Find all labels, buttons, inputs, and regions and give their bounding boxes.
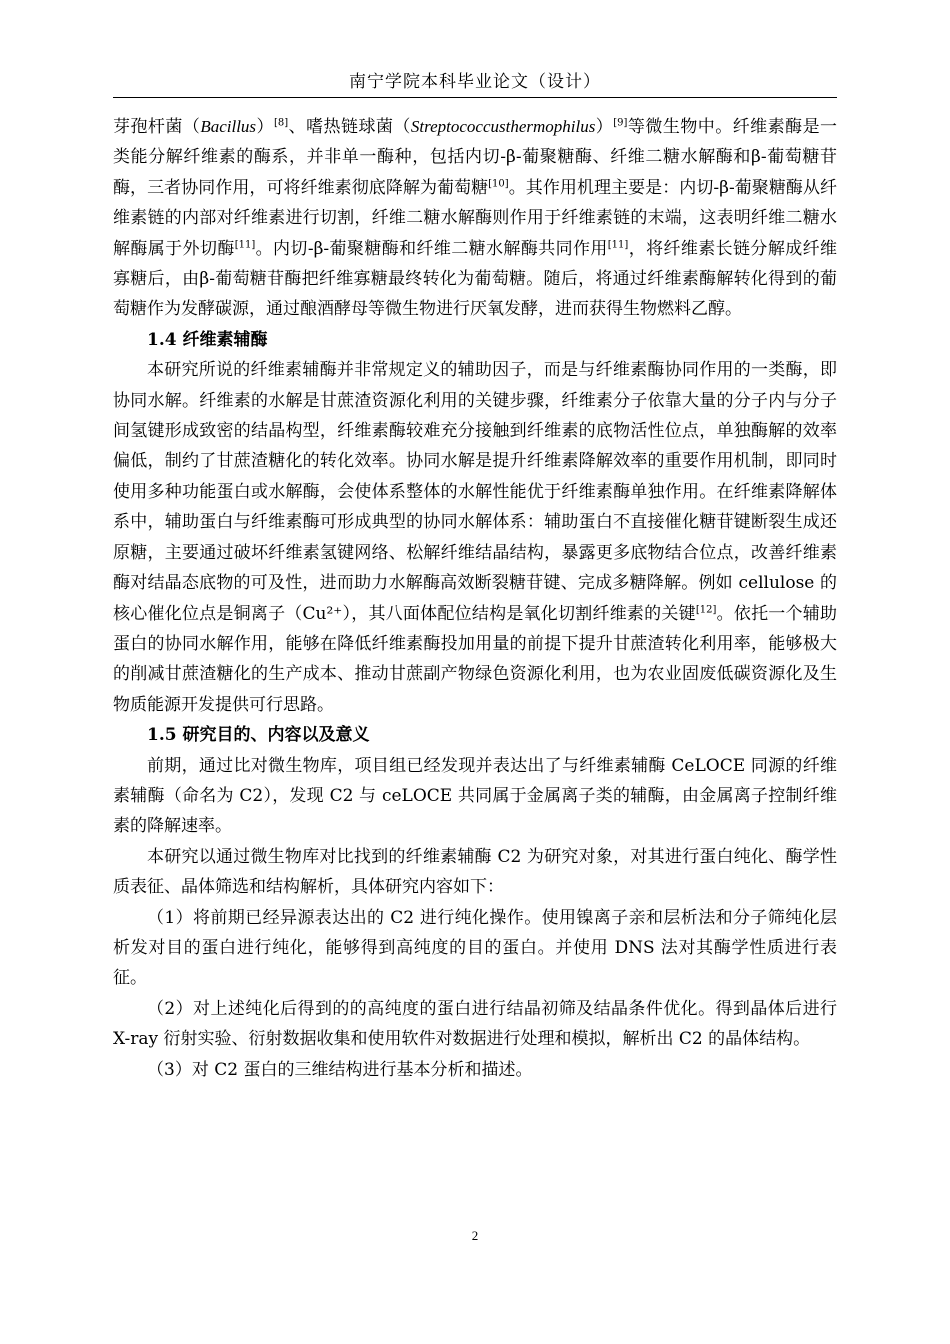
citation-ref: [12] <box>695 603 717 615</box>
text-run: 本研究所说的纤维素辅酶并非常规定义的辅助因子，而是与纤维素酶协同作用的一类酶，即协同水解。纤维素的水解是甘蔗渣资源化利用的关键步骤，纤维素分子依靠大量的分子内与分子间氢键形成致密的结晶构型，纤维素酶较难充分接触到纤维素的底物活性位点，单独酶解的效率偏低，制约了甘蔗渣糖化的转化效率。协同水解是提升纤维素降解效率的重要作用机制，即同时使用多种功能蛋白或水解酶，会使体系整体的水解性能优于纤维素酶单独作用。在纤维素降解体系中，辅助蛋白与纤维素酶可形成典型的协同水解体系：辅助蛋白不直接催化糖苷键断裂生成还原糖，主要通过破坏纤维素氢键网络、松解纤维结晶结构，暴露更多底物结合位点，改善纤维素酶对结晶态底物的可及性，进而助力水解酶高效断裂糖苷键、完成多糖降解。例如 cellulose 的核心催化位点是铜离子（Cu²⁺），其八面体配位结构是氧化切割纤维素的关键 <box>113 360 837 624</box>
section-heading-1-5: 1.5 研究目的、内容以及意义 <box>147 725 370 746</box>
text-run: 、嗜热链球菌（ <box>288 117 411 137</box>
text-run: ） <box>256 117 274 137</box>
page-body <box>113 112 837 1085</box>
section-heading-1-4: 1.4 纤维素辅酶 <box>147 329 268 350</box>
list-item-3: （3）对 C2 蛋白的三维结构进行基本分析和描述。 <box>147 1059 533 1080</box>
list-item-2: （2）对上述纯化后得到的的高纯度的蛋白进行结晶初筛及结晶条件优化。得到晶体后进行 X-ray 衍射实验、衍射数据收集和使用软件对数据进行处理和模拟，解析出 C2 的晶体结构。 <box>113 998 837 1050</box>
page-number: 2 <box>471 1228 479 1243</box>
text-run: 。内切-β-葡聚糖酶和纤维二糖水解酶共同作用 <box>255 238 608 259</box>
paragraph-enzyme-mechanism <box>113 112 837 325</box>
citation-ref: [9] <box>613 117 628 129</box>
text-run: ，将纤维素长链分解成纤维寡糖后，由β-葡萄糖苷酶把纤维寡糖最终转化为葡萄糖。随后，将通过纤维素酶解转化得到的葡萄糖作为发酵碳源，通过酿酒酵母等微生物进行厌氧发酵，进而获得生物燃料乙醇。 <box>113 238 837 320</box>
text-run: 等微生物中。纤维素酶是一类能分解纤维素的酶系，并非单一酶种，包括内切-β-葡聚糖酶、纤维二糖水解酶和β-葡萄糖苷酶，三者协同作用，可将纤维素彻底降解为葡萄糖 <box>113 117 838 198</box>
text-run: 芽孢杆菌（ <box>113 117 201 137</box>
text-run: ） <box>595 117 614 137</box>
page-header: 南宁学院本科毕业论文（设计） <box>349 72 601 92</box>
citation-ref: [8] <box>273 117 289 129</box>
header-rule <box>113 97 837 98</box>
paragraph-cellulose-coenzyme <box>113 355 837 720</box>
citation-ref: [11] <box>607 238 629 250</box>
text-run: 。依托一个辅助蛋白的协同水解作用，能够在降低纤维素酶投加用量的前提下提升甘蔗渣转化利用率，能够极大的削减甘蔗渣糖化的生产成本、推动甘蔗副产物绿色资源化利用，也为农业固废低碳资源化及生物质能源开发提供可行思路。 <box>113 603 838 715</box>
list-item-1: （1）将前期已经异源表达出的 C2 进行纯化操作。使用镍离子亲和层析法和分子筛纯化层析发对目的蛋白进行纯化，能够得到高纯度的目的蛋白。并使用 DNS 法对其酶学性质进行表征。 <box>113 907 837 989</box>
text-run: 。其作用机理主要是：内切-β-葡聚糖酶从纤维素链的内部对纤维素进行切割，纤维二糖水解酶则作用于纤维素链的末端，这表明纤维二糖水解酶属于外切酶 <box>113 177 837 259</box>
citation-ref: [11] <box>234 238 256 250</box>
latin-name-streptococcus: Streptococcusthermophilus <box>410 117 596 136</box>
paragraph-prior-work: 前期，通过比对微生物库，项目组已经发现并表达出了与纤维素辅酶 CeLOCE 同源的纤维素辅酶（命名为 C2），发现 C2 与 ceLOCE 共同属于金属离子类的辅酶，由金属离子控制纤维素的降解速率。 <box>113 755 837 837</box>
paragraph-research-object: 本研究以通过微生物库对比找到的纤维素辅酶 C2 为研究对象，对其进行蛋白纯化、酶学性质表征、晶体筛选和结构解析，具体研究内容如下： <box>113 846 837 898</box>
latin-name-bacillus: Bacillus <box>200 117 257 136</box>
citation-ref: [10] <box>488 178 509 190</box>
